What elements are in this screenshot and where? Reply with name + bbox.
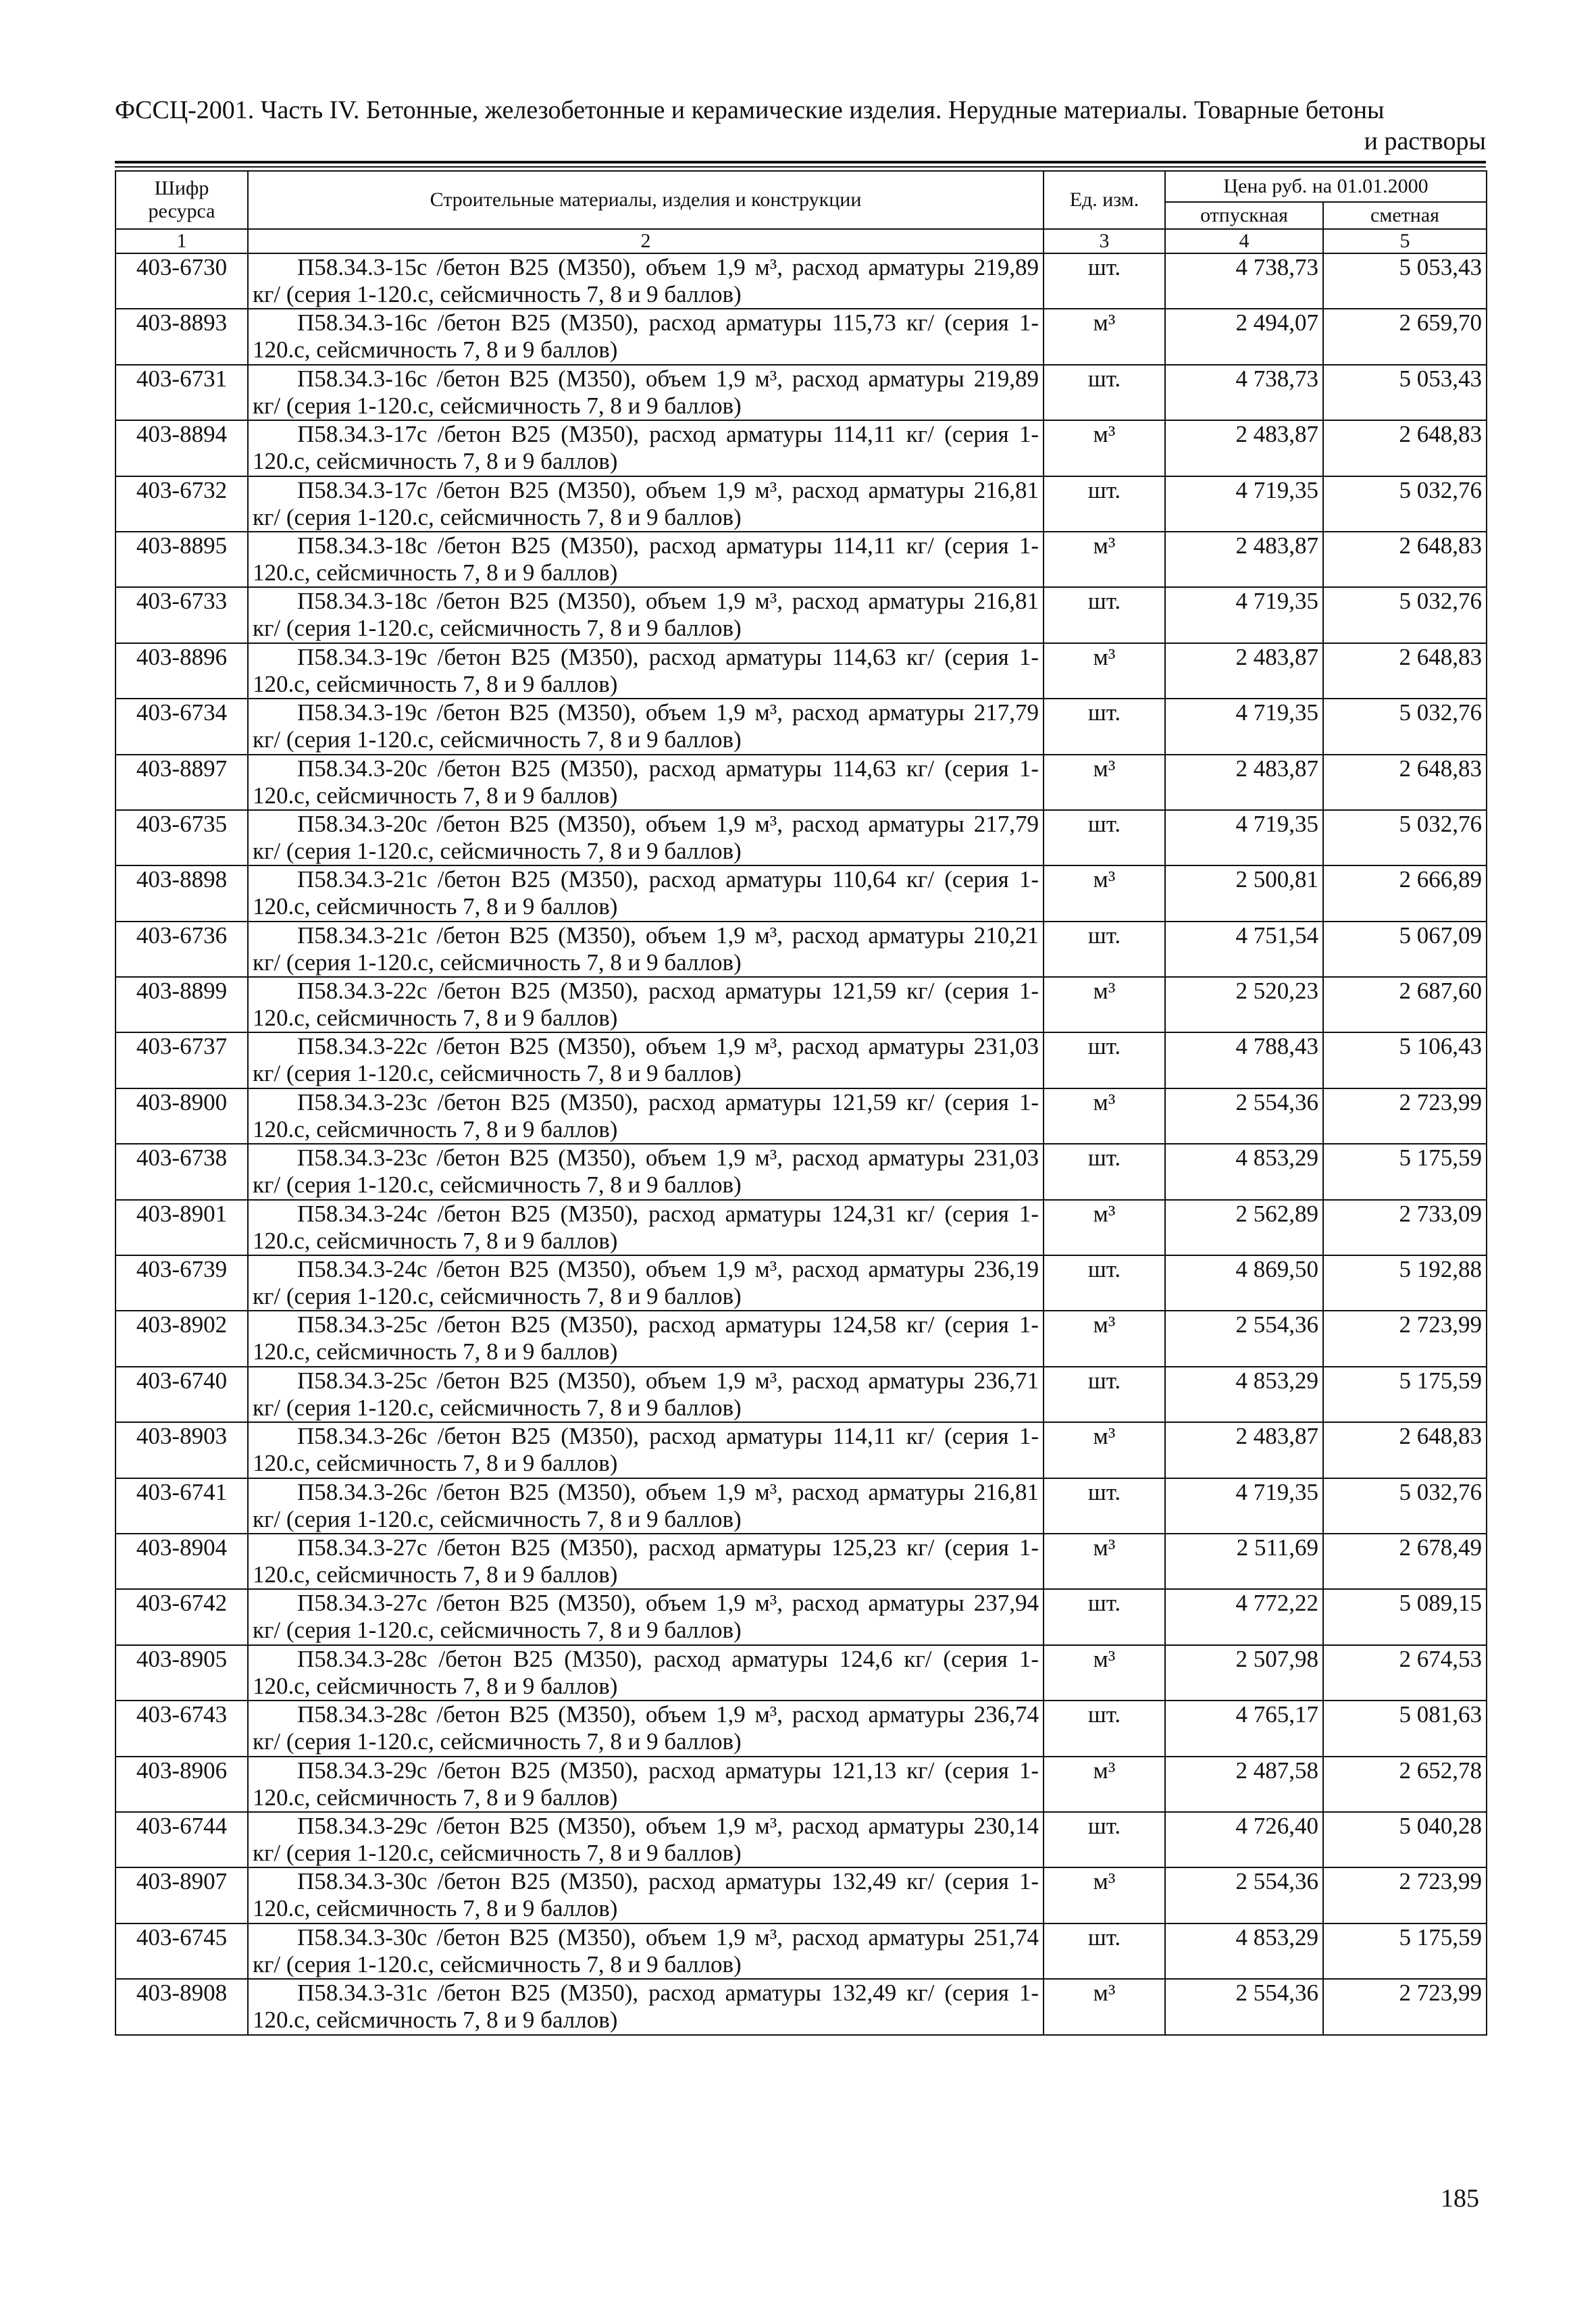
header-material: Строительные материалы, изделия и конструкции bbox=[248, 171, 1044, 229]
release-price: 4 719,35 bbox=[1165, 1478, 1323, 1534]
table-row bbox=[115, 922, 1487, 977]
price-table bbox=[115, 170, 1487, 2036]
resource-code: 403-6733 bbox=[115, 587, 248, 643]
table-row bbox=[115, 699, 1487, 754]
resource-code: 403-6732 bbox=[115, 476, 248, 532]
estimate-price: 5 032,76 bbox=[1323, 699, 1487, 754]
header-unit: Ед. изм. bbox=[1044, 171, 1165, 229]
table-row bbox=[115, 1255, 1487, 1311]
estimate-price: 2 648,83 bbox=[1323, 420, 1487, 476]
material-description: П58.34.3-17с /бетон В25 (М350), объем 1,9 м³, расход арматуры 216,81 кг/ (серия 1-120.с, сейсмичность 7, 8 и 9 баллов) bbox=[248, 476, 1044, 532]
release-price: 2 483,87 bbox=[1165, 1422, 1323, 1478]
estimate-price: 2 678,49 bbox=[1323, 1534, 1487, 1589]
unit-of-measure: шт. bbox=[1044, 1032, 1165, 1088]
estimate-price: 5 032,76 bbox=[1323, 587, 1487, 643]
unit-of-measure: м³ bbox=[1044, 1867, 1165, 1923]
table-row bbox=[115, 1088, 1487, 1144]
material-description: П58.34.3-28с /бетон В25 (М350), расход арматуры 124,6 кг/ (серия 1-120.с, сейсмичность 7, 8 и 9 баллов) bbox=[248, 1645, 1044, 1701]
table-row bbox=[115, 253, 1487, 309]
estimate-price: 2 648,83 bbox=[1323, 755, 1487, 810]
unit-of-measure: шт. bbox=[1044, 1812, 1165, 1867]
material-description: П58.34.3-25с /бетон В25 (М350), объем 1,9 м³, расход арматуры 236,71 кг/ (серия 1-120.с, сейсмичность 7, 8 и 9 баллов) bbox=[248, 1367, 1044, 1422]
title-line-1: ФССЦ-2001. Часть IV. Бетонные, железобетонные и керамические изделия. Нерудные материалы. Товарные бетоны bbox=[115, 96, 1385, 124]
unit-of-measure: м³ bbox=[1044, 1979, 1165, 2034]
resource-code: 403-8898 bbox=[115, 865, 248, 921]
table-row bbox=[115, 587, 1487, 643]
material-description: П58.34.3-26с /бетон В25 (М350), расход арматуры 114,11 кг/ (серия 1-120.с, сейсмичность 7, 8 и 9 баллов) bbox=[248, 1422, 1044, 1478]
estimate-price: 2 648,83 bbox=[1323, 1422, 1487, 1478]
release-price: 4 738,73 bbox=[1165, 253, 1323, 309]
material-description: П58.34.3-23с /бетон В25 (М350), объем 1,9 м³, расход арматуры 231,03 кг/ (серия 1-120.с, сейсмичность 7, 8 и 9 баллов) bbox=[248, 1144, 1044, 1199]
resource-code: 403-8908 bbox=[115, 1979, 248, 2034]
unit-of-measure: шт. bbox=[1044, 476, 1165, 532]
resource-code: 403-6742 bbox=[115, 1589, 248, 1644]
resource-code: 403-6745 bbox=[115, 1923, 248, 1979]
unit-of-measure: шт. bbox=[1044, 1255, 1165, 1311]
table-row bbox=[115, 1200, 1487, 1255]
table-row bbox=[115, 1645, 1487, 1701]
resource-code: 403-6743 bbox=[115, 1701, 248, 1756]
table-row bbox=[115, 865, 1487, 921]
header-code: Шифр ресурса bbox=[115, 171, 248, 229]
table-row bbox=[115, 1923, 1487, 1979]
resource-code: 403-6737 bbox=[115, 1032, 248, 1088]
material-description: П58.34.3-30с /бетон В25 (М350), объем 1,9 м³, расход арматуры 251,74 кг/ (серия 1-120.с, сейсмичность 7, 8 и 9 баллов) bbox=[248, 1923, 1044, 1979]
unit-of-measure: м³ bbox=[1044, 1311, 1165, 1366]
release-price: 4 788,43 bbox=[1165, 1032, 1323, 1088]
resource-code: 403-8903 bbox=[115, 1422, 248, 1478]
material-description: П58.34.3-23с /бетон В25 (М350), расход арматуры 121,59 кг/ (серия 1-120.с, сейсмичность 7, 8 и 9 баллов) bbox=[248, 1088, 1044, 1144]
resource-code: 403-8906 bbox=[115, 1757, 248, 1812]
estimate-price: 2 652,78 bbox=[1323, 1757, 1487, 1812]
table-row bbox=[115, 365, 1487, 420]
unit-of-measure: шт. bbox=[1044, 1144, 1165, 1199]
material-description: П58.34.3-31с /бетон В25 (М350), расход арматуры 132,49 кг/ (серия 1-120.с, сейсмичность 7, 8 и 9 баллов) bbox=[248, 1979, 1044, 2034]
estimate-price: 5 053,43 bbox=[1323, 365, 1487, 420]
estimate-price: 2 723,99 bbox=[1323, 1311, 1487, 1366]
release-price: 2 483,87 bbox=[1165, 643, 1323, 699]
unit-of-measure: м³ bbox=[1044, 865, 1165, 921]
estimate-price: 2 648,83 bbox=[1323, 643, 1487, 699]
material-description: П58.34.3-21с /бетон В25 (М350), расход арматуры 110,64 кг/ (серия 1-120.с, сейсмичность 7, 8 и 9 баллов) bbox=[248, 865, 1044, 921]
material-description: П58.34.3-24с /бетон В25 (М350), расход арматуры 124,31 кг/ (серия 1-120.с, сейсмичность 7, 8 и 9 баллов) bbox=[248, 1200, 1044, 1255]
unit-of-measure: м³ bbox=[1044, 1088, 1165, 1144]
unit-of-measure: шт. bbox=[1044, 253, 1165, 309]
release-price: 2 554,36 bbox=[1165, 1979, 1323, 2034]
resource-code: 403-6740 bbox=[115, 1367, 248, 1422]
release-price: 4 765,17 bbox=[1165, 1701, 1323, 1756]
unit-of-measure: м³ bbox=[1044, 977, 1165, 1032]
resource-code: 403-6738 bbox=[115, 1144, 248, 1199]
table-row bbox=[115, 1534, 1487, 1589]
estimate-price: 2 723,99 bbox=[1323, 1979, 1487, 2034]
table-row bbox=[115, 476, 1487, 532]
release-price: 2 554,36 bbox=[1165, 1867, 1323, 1923]
table-row bbox=[115, 755, 1487, 810]
release-price: 4 726,40 bbox=[1165, 1812, 1323, 1867]
release-price: 2 483,87 bbox=[1165, 532, 1323, 587]
estimate-price: 5 032,76 bbox=[1323, 810, 1487, 865]
material-description: П58.34.3-22с /бетон В25 (М350), расход арматуры 121,59 кг/ (серия 1-120.с, сейсмичность 7, 8 и 9 баллов) bbox=[248, 977, 1044, 1032]
header-rule bbox=[115, 161, 1486, 164]
unit-of-measure: м³ bbox=[1044, 309, 1165, 364]
estimate-price: 2 666,89 bbox=[1323, 865, 1487, 921]
column-number: 5 bbox=[1323, 229, 1487, 253]
table-body bbox=[115, 253, 1487, 2035]
estimate-price: 5 175,59 bbox=[1323, 1144, 1487, 1199]
release-price: 4 738,73 bbox=[1165, 365, 1323, 420]
material-description: П58.34.3-22с /бетон В25 (М350), объем 1,9 м³, расход арматуры 231,03 кг/ (серия 1-120.с, сейсмичность 7, 8 и 9 баллов) bbox=[248, 1032, 1044, 1088]
material-description: П58.34.3-21с /бетон В25 (М350), объем 1,9 м³, расход арматуры 210,21 кг/ (серия 1-120.с, сейсмичность 7, 8 и 9 баллов) bbox=[248, 922, 1044, 977]
estimate-price: 5 081,63 bbox=[1323, 1701, 1487, 1756]
unit-of-measure: м³ bbox=[1044, 1200, 1165, 1255]
table-row bbox=[115, 1311, 1487, 1366]
estimate-price: 2 674,53 bbox=[1323, 1645, 1487, 1701]
table-row bbox=[115, 309, 1487, 364]
table-row bbox=[115, 810, 1487, 865]
table-row bbox=[115, 643, 1487, 699]
table-row bbox=[115, 1589, 1487, 1644]
material-description: П58.34.3-16с /бетон В25 (М350), расход арматуры 115,73 кг/ (серия 1-120.с, сейсмичность 7, 8 и 9 баллов) bbox=[248, 309, 1044, 364]
resource-code: 403-6744 bbox=[115, 1812, 248, 1867]
release-price: 4 853,29 bbox=[1165, 1367, 1323, 1422]
material-description: П58.34.3-29с /бетон В25 (М350), объем 1,9 м³, расход арматуры 230,14 кг/ (серия 1-120.с, сейсмичность 7, 8 и 9 баллов) bbox=[248, 1812, 1044, 1867]
title-line-2: и растворы bbox=[1364, 127, 1486, 155]
estimate-price: 2 723,99 bbox=[1323, 1088, 1487, 1144]
unit-of-measure: шт. bbox=[1044, 1589, 1165, 1644]
table-row bbox=[115, 1812, 1487, 1867]
resource-code: 403-8893 bbox=[115, 309, 248, 364]
release-price: 4 853,29 bbox=[1165, 1923, 1323, 1979]
material-description: П58.34.3-18с /бетон В25 (М350), расход арматуры 114,11 кг/ (серия 1-120.с, сейсмичность 7, 8 и 9 баллов) bbox=[248, 532, 1044, 587]
release-price: 4 719,35 bbox=[1165, 587, 1323, 643]
unit-of-measure: м³ bbox=[1044, 420, 1165, 476]
table-row bbox=[115, 977, 1487, 1032]
table-row bbox=[115, 1701, 1487, 1756]
header-price: Цена руб. на 01.01.2000 bbox=[1165, 171, 1487, 202]
material-description: П58.34.3-18с /бетон В25 (М350), объем 1,9 м³, расход арматуры 216,81 кг/ (серия 1-120.с, сейсмичность 7, 8 и 9 баллов) bbox=[248, 587, 1044, 643]
release-price: 2 554,36 bbox=[1165, 1088, 1323, 1144]
estimate-price: 5 175,59 bbox=[1323, 1923, 1487, 1979]
table-row bbox=[115, 420, 1487, 476]
resource-code: 403-8894 bbox=[115, 420, 248, 476]
table-row bbox=[115, 1867, 1487, 1923]
release-price: 4 719,35 bbox=[1165, 699, 1323, 754]
estimate-price: 2 733,09 bbox=[1323, 1200, 1487, 1255]
estimate-price: 2 723,99 bbox=[1323, 1867, 1487, 1923]
release-price: 2 500,81 bbox=[1165, 865, 1323, 921]
unit-of-measure: м³ bbox=[1044, 1534, 1165, 1589]
column-number: 2 bbox=[248, 229, 1044, 253]
resource-code: 403-6741 bbox=[115, 1478, 248, 1534]
unit-of-measure: шт. bbox=[1044, 922, 1165, 977]
resource-code: 403-6730 bbox=[115, 253, 248, 309]
release-price: 2 554,36 bbox=[1165, 1311, 1323, 1366]
estimate-price: 5 192,88 bbox=[1323, 1255, 1487, 1311]
table-row bbox=[115, 1979, 1487, 2034]
unit-of-measure: м³ bbox=[1044, 1422, 1165, 1478]
release-price: 2 562,89 bbox=[1165, 1200, 1323, 1255]
resource-code: 403-6731 bbox=[115, 365, 248, 420]
release-price: 2 511,69 bbox=[1165, 1534, 1323, 1589]
material-description: П58.34.3-27с /бетон В25 (М350), объем 1,9 м³, расход арматуры 237,94 кг/ (серия 1-120.с, сейсмичность 7, 8 и 9 баллов) bbox=[248, 1589, 1044, 1644]
unit-of-measure: шт. bbox=[1044, 699, 1165, 754]
unit-of-measure: шт. bbox=[1044, 810, 1165, 865]
unit-of-measure: шт. bbox=[1044, 1923, 1165, 1979]
material-description: П58.34.3-28с /бетон В25 (М350), объем 1,9 м³, расход арматуры 236,74 кг/ (серия 1-120.с, сейсмичность 7, 8 и 9 баллов) bbox=[248, 1701, 1044, 1756]
resource-code: 403-8897 bbox=[115, 755, 248, 810]
table-row bbox=[115, 1367, 1487, 1422]
release-price: 4 772,22 bbox=[1165, 1589, 1323, 1644]
release-price: 2 507,98 bbox=[1165, 1645, 1323, 1701]
table-row bbox=[115, 1757, 1487, 1812]
column-number: 4 bbox=[1165, 229, 1323, 253]
page-number: 185 bbox=[1441, 2184, 1479, 2213]
resource-code: 403-6734 bbox=[115, 699, 248, 754]
estimate-price: 2 659,70 bbox=[1323, 309, 1487, 364]
material-description: П58.34.3-29с /бетон В25 (М350), расход арматуры 121,13 кг/ (серия 1-120.с, сейсмичность 7, 8 и 9 баллов) bbox=[248, 1757, 1044, 1812]
resource-code: 403-8902 bbox=[115, 1311, 248, 1366]
release-price: 4 853,29 bbox=[1165, 1144, 1323, 1199]
material-description: П58.34.3-26с /бетон В25 (М350), объем 1,9 м³, расход арматуры 216,81 кг/ (серия 1-120.с, сейсмичность 7, 8 и 9 баллов) bbox=[248, 1478, 1044, 1534]
table-row bbox=[115, 1422, 1487, 1478]
material-description: П58.34.3-25с /бетон В25 (М350), расход арматуры 124,58 кг/ (серия 1-120.с, сейсмичность 7, 8 и 9 баллов) bbox=[248, 1311, 1044, 1366]
material-description: П58.34.3-15с /бетон В25 (М350), объем 1,9 м³, расход арматуры 219,89 кг/ (серия 1-120.с, сейсмичность 7, 8 и 9 баллов) bbox=[248, 253, 1044, 309]
estimate-price: 5 089,15 bbox=[1323, 1589, 1487, 1644]
material-description: П58.34.3-24с /бетон В25 (М350), объем 1,9 м³, расход арматуры 236,19 кг/ (серия 1-120.с, сейсмичность 7, 8 и 9 баллов) bbox=[248, 1255, 1044, 1311]
release-price: 2 520,23 bbox=[1165, 977, 1323, 1032]
column-number: 3 bbox=[1044, 229, 1165, 253]
estimate-price: 5 053,43 bbox=[1323, 253, 1487, 309]
unit-of-measure: м³ bbox=[1044, 643, 1165, 699]
table-row bbox=[115, 532, 1487, 587]
resource-code: 403-8900 bbox=[115, 1088, 248, 1144]
estimate-price: 5 067,09 bbox=[1323, 922, 1487, 977]
table-row bbox=[115, 1478, 1487, 1534]
resource-code: 403-6735 bbox=[115, 810, 248, 865]
unit-of-measure: шт. bbox=[1044, 1367, 1165, 1422]
resource-code: 403-8904 bbox=[115, 1534, 248, 1589]
material-description: П58.34.3-17с /бетон В25 (М350), расход арматуры 114,11 кг/ (серия 1-120.с, сейсмичность 7, 8 и 9 баллов) bbox=[248, 420, 1044, 476]
unit-of-measure: шт. bbox=[1044, 365, 1165, 420]
resource-code: 403-8896 bbox=[115, 643, 248, 699]
release-price: 4 869,50 bbox=[1165, 1255, 1323, 1311]
material-description: П58.34.3-19с /бетон В25 (М350), объем 1,9 м³, расход арматуры 217,79 кг/ (серия 1-120.с, сейсмичность 7, 8 и 9 баллов) bbox=[248, 699, 1044, 754]
column-number: 1 bbox=[115, 229, 248, 253]
material-description: П58.34.3-27с /бетон В25 (М350), расход арматуры 125,23 кг/ (серия 1-120.с, сейсмичность 7, 8 и 9 баллов) bbox=[248, 1534, 1044, 1589]
release-price: 4 719,35 bbox=[1165, 810, 1323, 865]
material-description: П58.34.3-20с /бетон В25 (М350), расход арматуры 114,63 кг/ (серия 1-120.с, сейсмичность 7, 8 и 9 баллов) bbox=[248, 755, 1044, 810]
page-title bbox=[115, 95, 1486, 157]
material-description: П58.34.3-30с /бетон В25 (М350), расход арматуры 132,49 кг/ (серия 1-120.с, сейсмичность 7, 8 и 9 баллов) bbox=[248, 1867, 1044, 1923]
resource-code: 403-8905 bbox=[115, 1645, 248, 1701]
unit-of-measure: шт. bbox=[1044, 1701, 1165, 1756]
unit-of-measure: м³ bbox=[1044, 1757, 1165, 1812]
header-price-estimate: сметная bbox=[1323, 202, 1487, 229]
estimate-price: 5 032,76 bbox=[1323, 1478, 1487, 1534]
header-price-release: отпускная bbox=[1165, 202, 1323, 229]
header-rule-thin bbox=[115, 166, 1486, 168]
table-row bbox=[115, 1032, 1487, 1088]
estimate-price: 5 032,76 bbox=[1323, 476, 1487, 532]
table-row bbox=[115, 1144, 1487, 1199]
release-price: 2 494,07 bbox=[1165, 309, 1323, 364]
resource-code: 403-6736 bbox=[115, 922, 248, 977]
estimate-price: 2 687,60 bbox=[1323, 977, 1487, 1032]
unit-of-measure: м³ bbox=[1044, 1645, 1165, 1701]
resource-code: 403-8907 bbox=[115, 1867, 248, 1923]
release-price: 2 483,87 bbox=[1165, 755, 1323, 810]
release-price: 2 487,58 bbox=[1165, 1757, 1323, 1812]
material-description: П58.34.3-19с /бетон В25 (М350), расход арматуры 114,63 кг/ (серия 1-120.с, сейсмичность 7, 8 и 9 баллов) bbox=[248, 643, 1044, 699]
release-price: 4 751,54 bbox=[1165, 922, 1323, 977]
resource-code: 403-8899 bbox=[115, 977, 248, 1032]
unit-of-measure: м³ bbox=[1044, 532, 1165, 587]
estimate-price: 5 175,59 bbox=[1323, 1367, 1487, 1422]
estimate-price: 2 648,83 bbox=[1323, 532, 1487, 587]
estimate-price: 5 106,43 bbox=[1323, 1032, 1487, 1088]
unit-of-measure: шт. bbox=[1044, 1478, 1165, 1534]
unit-of-measure: м³ bbox=[1044, 755, 1165, 810]
estimate-price: 5 040,28 bbox=[1323, 1812, 1487, 1867]
release-price: 2 483,87 bbox=[1165, 420, 1323, 476]
material-description: П58.34.3-16с /бетон В25 (М350), объем 1,9 м³, расход арматуры 219,89 кг/ (серия 1-120.с, сейсмичность 7, 8 и 9 баллов) bbox=[248, 365, 1044, 420]
release-price: 4 719,35 bbox=[1165, 476, 1323, 532]
resource-code: 403-8901 bbox=[115, 1200, 248, 1255]
material-description: П58.34.3-20с /бетон В25 (М350), объем 1,9 м³, расход арматуры 217,79 кг/ (серия 1-120.с, сейсмичность 7, 8 и 9 баллов) bbox=[248, 810, 1044, 865]
resource-code: 403-6739 bbox=[115, 1255, 248, 1311]
unit-of-measure: шт. bbox=[1044, 587, 1165, 643]
resource-code: 403-8895 bbox=[115, 532, 248, 587]
